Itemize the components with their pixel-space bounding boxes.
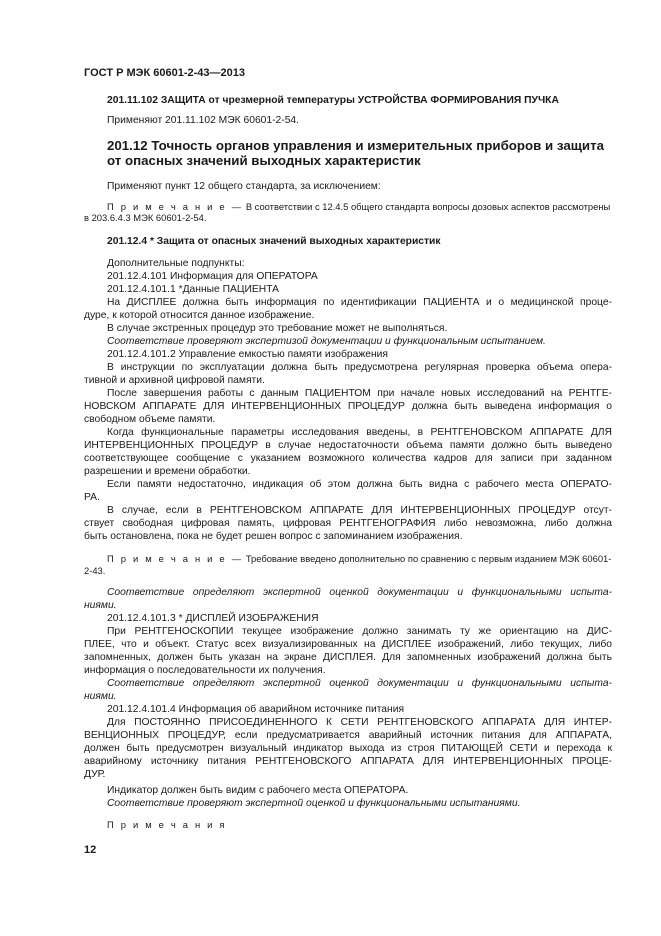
paragraph-line: быть остановлена, пока не будет решен вопрос с запоминанием изображения. xyxy=(84,531,463,542)
clause-heading: 201.11.102 ЗАЩИТА от чрезмерной температуры УСТРОЙСТВА ФОРМИРОВАНИЯ ПУЧКА xyxy=(107,95,559,106)
paragraph-line: соответствующее сообщение с указанием возможного количества кадров для записи при заданном xyxy=(84,453,612,464)
paragraph-line: НОВСКОМ АППАРАТЕ ДЛЯ ИНТЕРВЕНЦИОННЫХ ПРОЦЕДУР должна быть выведена информация о xyxy=(84,401,612,412)
section-heading: от опасных значений выходных характеристик xyxy=(107,153,421,168)
paragraph-line: ДУР. xyxy=(84,769,106,780)
paragraph-line: Для ПОСТОЯННО ПРИСОЕДИНЕННОГО К СЕТИ РЕНТГЕНОВСКОГО АППАРАТА ДЛЯ ИНТЕР- xyxy=(107,717,612,728)
subclause-title: 201.12.4.101 Информация для ОПЕРАТОРА xyxy=(107,271,318,282)
paragraph-line: ВЕНЦИОННЫХ ПРОЦЕДУР, если предусматривается аварийный источник питания для АППАРАТА, xyxy=(84,730,612,741)
subclause-title: 201.12.4.101.2 Управление емкостью памяти изображения xyxy=(107,349,388,360)
paragraph-line: Если памяти недостаточно, индикация об этом должна быть видна с рабочего места ОПЕРАТО- xyxy=(107,479,612,490)
paragraph-line: ИНТЕРВЕНЦИОННЫХ ПРОЦЕДУР в случае недостаточности объема памяти должно быть выведено xyxy=(84,440,612,451)
paragraph-line: ствует свободная цифровая память, цифровая РЕНТГЕНОГРАФИЯ либо невозможна, либо должна xyxy=(84,518,612,529)
note-label: П р и м е ч а н и е — xyxy=(107,201,244,212)
note-label: П р и м е ч а н и е — xyxy=(107,553,244,564)
paragraph-line: свободном объеме памяти. xyxy=(84,414,216,425)
paragraph-line: ПЛЕЕ, что и объект. Статус всех визуализированных на ДИСПЛЕЕ изображений, либо текущих, либо xyxy=(84,639,612,650)
paragraph-line: Дополнительные подпункты: xyxy=(107,258,245,269)
paragraph-line: должен быть предусмотрен визуальный индикатор выхода из строя ПИТАЮЩЕЙ СЕТИ и перехода к xyxy=(84,743,612,754)
compliance-line: Соответствие проверяют экспертной оценкой и функциональными испытаниями. xyxy=(107,798,521,809)
subclause-title: 201.12.4.101.4 Информация об аварийном источнике питания xyxy=(107,704,405,715)
paragraph-line: Применяют пункт 12 общего стандарта, за исключением: xyxy=(107,181,381,192)
paragraph-line: запомненных, должен быть указан на экране ДИСПЛЕЯ. Для запомненных изображений должна быть xyxy=(84,652,612,663)
paragraph-line: разрешении и времени обработки. xyxy=(84,466,251,477)
paragraph-line: аварийному источнику питания РЕНТГЕНОВСКОГО АППАРАТА ДЛЯ ИНТЕРВЕНЦИОННЫХ ПРОЦЕ- xyxy=(84,756,612,767)
standard-header: ГОСТ Р МЭК 60601-2-43—2013 xyxy=(84,67,245,79)
compliance-line: Соответствие определяют экспертной оценкой документации и функциональными испыта- xyxy=(107,587,612,598)
paragraph-line: В инструкции по эксплуатации должна быть предусмотрена регулярная проверка объема опера- xyxy=(107,362,612,373)
note-text: Требование введено дополнительно по сравнению с первым изданием МЭК 60601- xyxy=(245,553,612,564)
paragraph-line: На ДИСПЛЕЕ должна быть информация по идентификации ПАЦИЕНТА и о медицинской проце- xyxy=(107,297,612,308)
compliance-line: Соответствие определяют экспертной оценкой документации и функциональными испыта- xyxy=(107,678,612,689)
compliance-line: ниями. xyxy=(84,600,117,611)
subclause-title: 201.12.4.101.3 * ДИСПЛЕЙ ИЗОБРАЖЕНИЯ xyxy=(107,613,319,624)
notes-label: П р и м е ч а н и я xyxy=(107,819,227,830)
compliance-line: ниями. xyxy=(84,691,117,702)
paragraph-line: тивной и архивной цифровой памяти. xyxy=(84,375,265,386)
page-number: 12 xyxy=(84,844,97,856)
note-text: В соответствии с 12.4.5 общего стандарта вопросы дозовых аспектов рассмотрены xyxy=(245,201,611,212)
paragraph-line: Индикатор должен быть видим с рабочего места ОПЕРАТОРА. xyxy=(107,785,409,796)
clause-heading: 201.12.4 * Защита от опасных значений выходных характеристик xyxy=(107,236,441,247)
note-line: в 203.6.4.3 МЭК 60601-2-54. xyxy=(84,212,207,223)
paragraph-line: РА. xyxy=(84,492,100,503)
paragraph-line: информация о последовательности их получения. xyxy=(84,665,326,676)
paragraph-line: В случае, если в РЕНТГЕНОВСКОМ АППАРАТЕ ДЛЯ ИНТЕРВЕНЦИОННЫХ ПРОЦЕДУР отсут- xyxy=(107,505,612,516)
note-line: 2-43. xyxy=(84,565,106,576)
paragraph-line: дуре, к которой относится данное изображение. xyxy=(84,310,315,321)
paragraph-line: При РЕНТГЕНОСКОПИИ текущее изображение должно занимать ту же ориентацию на ДИС- xyxy=(107,626,612,637)
compliance-line: Соответствие проверяют экспертизой документации и функциональным испытанием. xyxy=(107,336,546,347)
paragraph-line: Применяют 201.11.102 МЭК 60601-2-54. xyxy=(107,115,300,126)
subclause-title: 201.12.4.101.1 *Данные ПАЦИЕНТА xyxy=(107,284,280,295)
paragraph-line: После завершения работы с данным ПАЦИЕНТОМ при начале новых исследований на РЕНТГЕ- xyxy=(107,388,612,399)
section-heading: 201.12 Точность органов управления и измерительных приборов и защита xyxy=(107,138,605,153)
paragraph-line: Когда функциональные параметры исследования введены, в РЕНТГЕНОВСКОМ АППАРАТЕ ДЛЯ xyxy=(107,427,612,438)
paragraph-line: В случае экстренных процедур это требование может не выполняться. xyxy=(107,323,448,334)
